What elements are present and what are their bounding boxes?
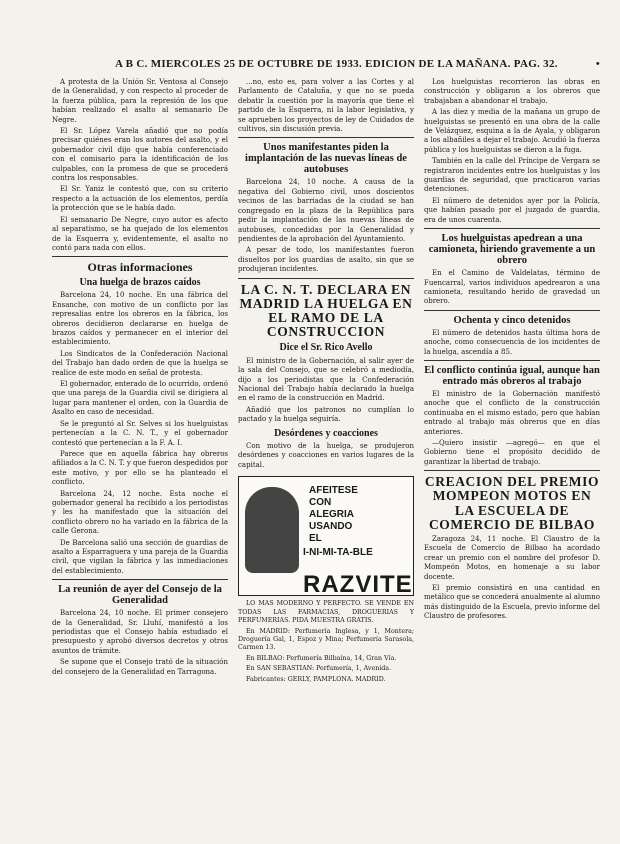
divider [52,579,228,580]
ad-brand: RAZVITE [303,570,413,597]
razvite-advertisement [238,476,414,596]
divider [238,278,414,279]
paragraph: El número de detenidos hasta última hora de anoche, como consecuencia de los incidentes de la huelga, ascendía a 85. [424,328,600,356]
ad-line: I-NI-MI-TA-BLE [303,547,373,559]
paragraph: Barcelona 24, 10 noche. En una fábrica del Ensanche, con motivo de un conflicto por las represalias entre los obreros en la fábrica, los obreros decidieron declararse en huelga de brazos caídos y permanecer en el interior del establecimiento. [52,291,228,347]
paragraph: ...no, esto es, para volver a las Cortes y al Parlamento de Cataluña, y que no se pueda debatir la cuestión por la mayoría que tiene el partido de la Esquerra, ni la labor legislativa, y se aprueben los proyectos de ley de Cuidados de cultivos, sin discusión previa. [238,78,414,134]
man-face-illustration [245,487,299,573]
divider [52,256,228,257]
header-mark: • [595,58,600,70]
paragraph: En MADRID: Perfumería Inglesa, y 1, Montera; Droguería Gal, 1, Espoz y Mina; Perfumería Sarasola, Carmen 13. [238,627,414,652]
headline-rico-avello: Dice el Sr. Rico Avello [279,342,373,354]
column-3 [424,78,600,832]
paragraph: Barcelona 24, 10 noche. El primer consejero de la Generalidad, Sr. Lluhí, manifestó a los periodistas que el Consejo había estudiado el presupuesto y aprobó diversos decretos y otros asuntos de trámite. [52,609,228,655]
paragraph: A las diez y media de la mañana un grupo de huelguistas se presentó en una obra de la calle de Velázquez, esquina a la de Ayala, y obligaron a los albañiles a dejar el trabajo. Acudió la fuerza pública y los huelguistas se dieron a la fuga. [424,108,600,154]
divider [238,137,414,138]
headline-reunion: La reunión de ayer del Consejo de la Generalidad [58,584,222,607]
headline-apedrean: Los huelguistas apedrean a una camioneta, hiriendo gravemente a un obrero [428,233,596,267]
paragraph: Fabricantes: GERLY, PAMPLONA. MADRID. [246,675,386,683]
paragraph: —Quiero insistir —agregó— en que el Gobierno tiene el propósito decidido de garantizar la libertad de trabajo. [424,439,600,466]
paragraph: También en la calle del Príncipe de Vergara se registraron incidentes entre los huelguistas y los guardias de seguridad, que practicaron varias detenciones. [424,157,600,194]
paragraph: El semanario De Negre, cuyo autor es afecto al separatismo, se ha quejado de los elementos de la Esquerra y, evidentemente, el asalto no contó para nada con ellos. [52,215,228,252]
paragraph: Se supone que el Consejo trató de la situación del consejero de la Generalidad en Tarragona. [52,658,228,676]
ad-line: ALEGRIA [309,509,354,521]
paragraph: Con motivo de la huelga, se produjeron desórdenes y coacciones en varios lugares de la capital. [238,442,414,469]
paragraph: El número de detenidos ayer por la Policía, que habían pasado por el juzgado de guardia, era de unos cuarenta. [424,196,600,224]
headline-cnt: LA C. N. T. DECLARA EN MADRID LA HUELGA EN EL RAMO DE LA CONSTRUCCION [239,281,413,340]
page-header [115,58,600,70]
paragraph: En el Camino de Valdelatas, término de Fuencarral, varios individuos apedrearon a una camioneta, resultando herido de gravedad un obrero. [424,269,600,306]
paragraph: El Sr. Yaniz le contestó que, con su criterio respecto a la actuación de los elementos, perdía la protección que se le había dado. [52,185,228,213]
paragraph: En BILBAO: Perfumería Bilbaína, 14, Gran Vía. [246,654,397,662]
paragraph: El premio consistirá en una cantidad en metálico que se concederá anualmente al alumno más distinguido de la Escuela, previo informe del Claustro de profesores. [424,584,600,621]
column-1 [52,78,228,832]
ad-line: USANDO [309,521,353,533]
paragraph: El ministro de la Gobernación manifestó anoche que el conflicto de la construcción continuaba en el mismo estado, pero que habían entrado al trabajo más obreros que en días anteriores. [424,390,600,436]
headline-manifestantes: Unos manifestantes piden la implantación de las nuevas líneas de autobuses [245,142,407,176]
headline-ochenta: Ochenta y cinco detenidos [453,314,571,326]
paragraph: El gobernador, enterado de lo ocurrido, ordenó que una pareja de la Guardia civil se dirigiera al lugar para mantener el orden, con la Guardia de Asalto en caso de necesidad. [52,380,228,417]
paragraph: Barcelona 24, 12 noche. Esta noche el gobernador general ha recibido a los periodistas y les ha manifestado que la situación del conflicto obrero no ha variado en la fábrica de la calle Gerona. [52,489,228,536]
columns [52,78,600,832]
headline-desordenes: Desórdenes y coacciones [274,427,378,439]
paragraph: El ministro de la Gobernación, al salir ayer de la sala del Consejo, que se celebró a mediodía, dijo a los periodistas que la Confederación Nacional del Trabajo había declarado la huelga en el ramo de la construcción en Madrid. [238,356,414,403]
headline-premio: CREACION DEL PREMIO MOMPEON MOTOS EN LA ESCUELA DE COMERCIO DE BILBAO [424,474,600,532]
divider [424,310,600,311]
paragraph: Se le preguntó al Sr. Selves si los huelguistas pertenecían a la C. N. T., y el gobernador contestó que pertenecían a la F. A. I. [52,419,228,447]
column-2 [238,78,414,832]
paragraph: Los huelguistas recorrieron las obras en construcción y obligaron a los obreros que trabajaban a abandonar el trabajo. [424,78,600,105]
paragraph: Zaragoza 24, 11 noche. El Claustro de la Escuela de Comercio de Bilbao ha acordado crear un premio con el nombre del profesor D. Mompeón Motos, en homenaje a su labor docente. [424,534,600,581]
ad-line: EL [309,533,322,545]
headline-huelga: Una huelga de brazos caídos [79,276,201,288]
paragraph: De Barcelona salió una sección de guardias de asalto a Esparraguera y una pareja de la Guardia civil, que vigilan la fábrica y las inmediaciones del establecimiento. [52,538,228,575]
header-text: A B C. MIERCOLES 25 DE OCTUBRE DE 1933. EDICION DE LA MAÑANA. PAG. 32. [115,58,558,70]
paragraph: Añadió que los patronos no cumplían lo pactado y la huelga seguiría. [238,405,414,424]
paragraph: Parece que en aquella fábrica hay obreros afiliados a la C. N. T. y que fueron despedidos por este motivo, y por ello se ha planteado el conflicto. [52,449,228,487]
paragraph: Los Sindicatos de la Confederación Nacional del Trabajo han dado orden de que la huelga se realice de este modo en señal de protesta. [52,349,228,377]
paragraph: El Sr. López Varela añadió que no podía precisar quiénes eran los autores del asalto, y el gobernador civil dijo que había conferenciado con el comisario para la identificación de los culpables, con la promesa de que se procederá contra los responsables. [52,127,228,183]
paragraph: En SAN SEBASTIAN: Perfumería, 1, Avenida. [246,665,392,673]
paragraph: A pesar de todo, los manifestantes fueron disueltos por los guardias de asalto, sin que se produjeran incidentes. [238,246,414,274]
paragraph: A protesta de la Unión Sr. Ventosa al Consejo de la Generalidad, y con respecto al proceder de la fuerza pública, para la represión de los que habían realizado el asalto al semanario De Negre. [52,78,228,124]
paragraph: Barcelona 24, 10 noche. A causa de la negativa del Gobierno civil, unos doscientos vecinos de las barriadas de la ciudad se han congregado en la plaza de la República para pedir la implantación de las nuevas líneas de autobuses, concedidas por la Generalidad y pendientes de la aprobación del Ayuntamiento. [238,178,414,243]
divider [424,360,600,361]
headline-otras: Otras informaciones [87,260,193,275]
divider [424,228,600,229]
divider [424,470,600,471]
paragraph: LO MAS MODERNO Y PERFECTO. SE VENDE EN TODAS LAS FARMACIAS, DROGUERIAS Y PERFUMERIAS. PIDA MUESTRA GRATIS. [238,600,414,625]
headline-conflicto: El conflicto continúa igual, aunque han entrado más obreros al trabajo [424,365,600,388]
ad-line: CON [309,497,332,509]
ad-line: AFEITESE [309,485,358,497]
